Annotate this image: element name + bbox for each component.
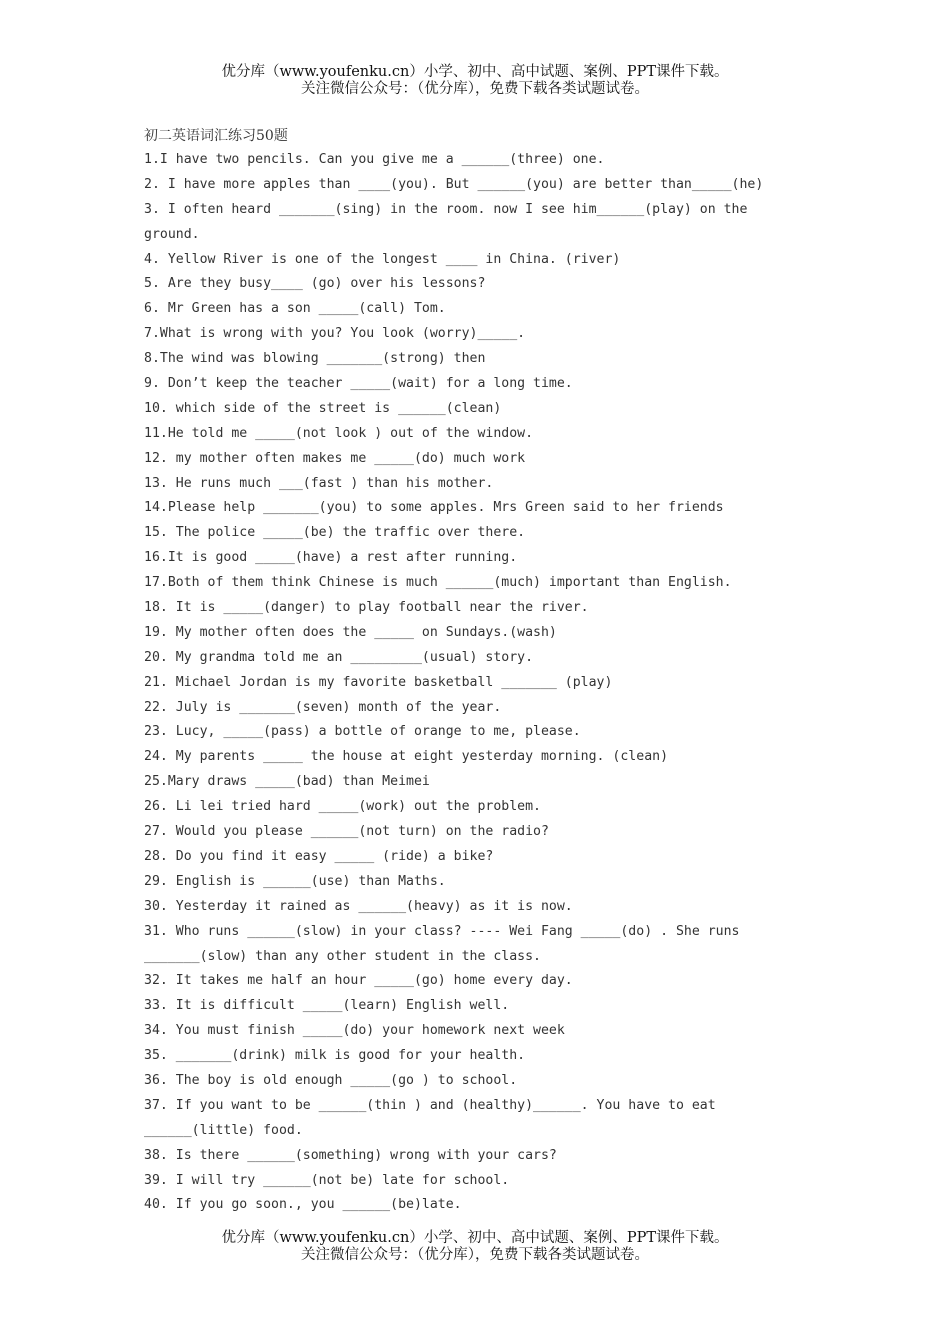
exercise-line: 22. July is _______(seven) month of the year. — [144, 699, 502, 715]
exercise-line: 13. He runs much ___(fast ) than his mother. — [144, 475, 494, 491]
exercise-line: 5. Are they busy____ (go) over his lessons? — [144, 276, 486, 292]
exercise-line: 12. my mother often makes me _____(do) much work — [144, 450, 526, 466]
exercise-line: 35. _______(drink) milk is good for your health. — [144, 1048, 526, 1064]
exercise-line: 37. If you want to be ______(thin ) and (healthy)______. You have to eat — [144, 1097, 716, 1113]
exercise-line: 26. Li lei tried hard _____(work) out the problem. — [144, 799, 541, 815]
exercise-line: 16.It is good _____(have) a rest after running. — [144, 550, 518, 566]
exercise-line: 15. The police _____(be) the traffic over there. — [144, 525, 526, 541]
exercise-line: 33. It is difficult _____(learn) English well. — [144, 998, 510, 1014]
exercise-list — [144, 148, 824, 1218]
exercise-line: 32. It takes me half an hour _____(go) home every day. — [144, 973, 573, 989]
exercise-line: 2. I have more apples than ____(you). But ______(you) are better than_____(he) — [144, 176, 764, 192]
exercise-line: 24. My parents _____ the house at eight yesterday morning. (clean) — [144, 749, 669, 765]
exercise-line: 6. Mr Green has a son _____(call) Tom. — [144, 301, 446, 317]
exercise-line: 9. Don’t keep the teacher _____(wait) for a long time. — [144, 376, 573, 392]
exercise-line: 23. Lucy, _____(pass) a bottle of orange to me, please. — [144, 724, 581, 740]
exercise-line: 25.Mary draws _____(bad) than Meimei — [144, 774, 430, 790]
exercise-line: 10. which side of the street is ______(clean) — [144, 400, 502, 416]
exercise-line: ______(little) food. — [144, 1122, 303, 1138]
exercise-line: ground. — [144, 226, 200, 242]
exercise-line: 3. I often heard _______(sing) in the room. now I see him______(play) on the — [144, 201, 748, 217]
header-line-1: 优分库（www.youfenku.cn）小学、初中、高中试题、案例、PPT课件下载。 — [221, 64, 729, 80]
exercise-line: 1.I have two pencils. Can you give me a ______(three) one. — [144, 152, 605, 167]
exercise-line: 7.What is wrong with you? You look (worry)_____. — [144, 326, 526, 342]
footer-line-2: 关注微信公众号：（优分库），免费下载各类试题试卷。 — [301, 1247, 649, 1263]
exercise-line: 34. You must finish _____(do) your homework next week — [144, 1023, 565, 1039]
exercise-line: 19. My mother often does the _____ on Sundays.(wash) — [144, 624, 557, 640]
exercise-line: 18. It is _____(danger) to play football near the river. — [144, 600, 589, 616]
exercise-body — [144, 124, 824, 1218]
exercise-line: 29. English is ______(use) than Maths. — [144, 873, 446, 889]
exercise-line: 14.Please help _______(you) to some apples. Mrs Green said to her friends — [144, 500, 724, 516]
exercise-line: 30. Yesterday it rained as ______(heavy) as it is now. — [144, 898, 573, 914]
exercise-line: _______(slow) than any other student in the class. — [144, 948, 541, 964]
exercise-line: 38. Is there ______(something) wrong with your cars? — [144, 1147, 557, 1163]
exercise-line: 28. Do you find it easy _____ (ride) a bike? — [144, 848, 494, 864]
page-header — [0, 64, 950, 98]
exercise-line: 4. Yellow River is one of the longest ____ in China. (river) — [144, 251, 621, 267]
page-footer — [0, 1230, 950, 1264]
exercise-line: 20. My grandma told me an _________(usual) story. — [144, 649, 534, 665]
exercise-line: 11.He told me _____(not look ) out of the window. — [144, 425, 534, 441]
exercise-title: 初二英语词汇练习50题 — [144, 128, 288, 144]
exercise-line: 40. If you go soon., you ______(be)late. — [144, 1197, 462, 1213]
exercise-line: 21. Michael Jordan is my favorite basketball _______ (play) — [144, 674, 613, 690]
footer-line-1: 优分库（www.youfenku.cn）小学、初中、高中试题、案例、PPT课件下载。 — [221, 1230, 729, 1246]
exercise-line: 17.Both of them think Chinese is much ______(much) important than English. — [144, 575, 732, 591]
exercise-line: 31. Who runs ______(slow) in your class? ---- Wei Fang _____(do) . She runs — [144, 923, 740, 939]
exercise-line: 39. I will try ______(not be) late for school. — [144, 1172, 510, 1188]
exercise-line: 27. Would you please ______(not turn) on the radio? — [144, 824, 549, 840]
exercise-line: 8.The wind was blowing _______(strong) then — [144, 351, 486, 367]
header-line-2: 关注微信公众号：（优分库），免费下载各类试题试卷。 — [301, 81, 649, 97]
exercise-line: 36. The boy is old enough _____(go ) to school. — [144, 1072, 518, 1088]
